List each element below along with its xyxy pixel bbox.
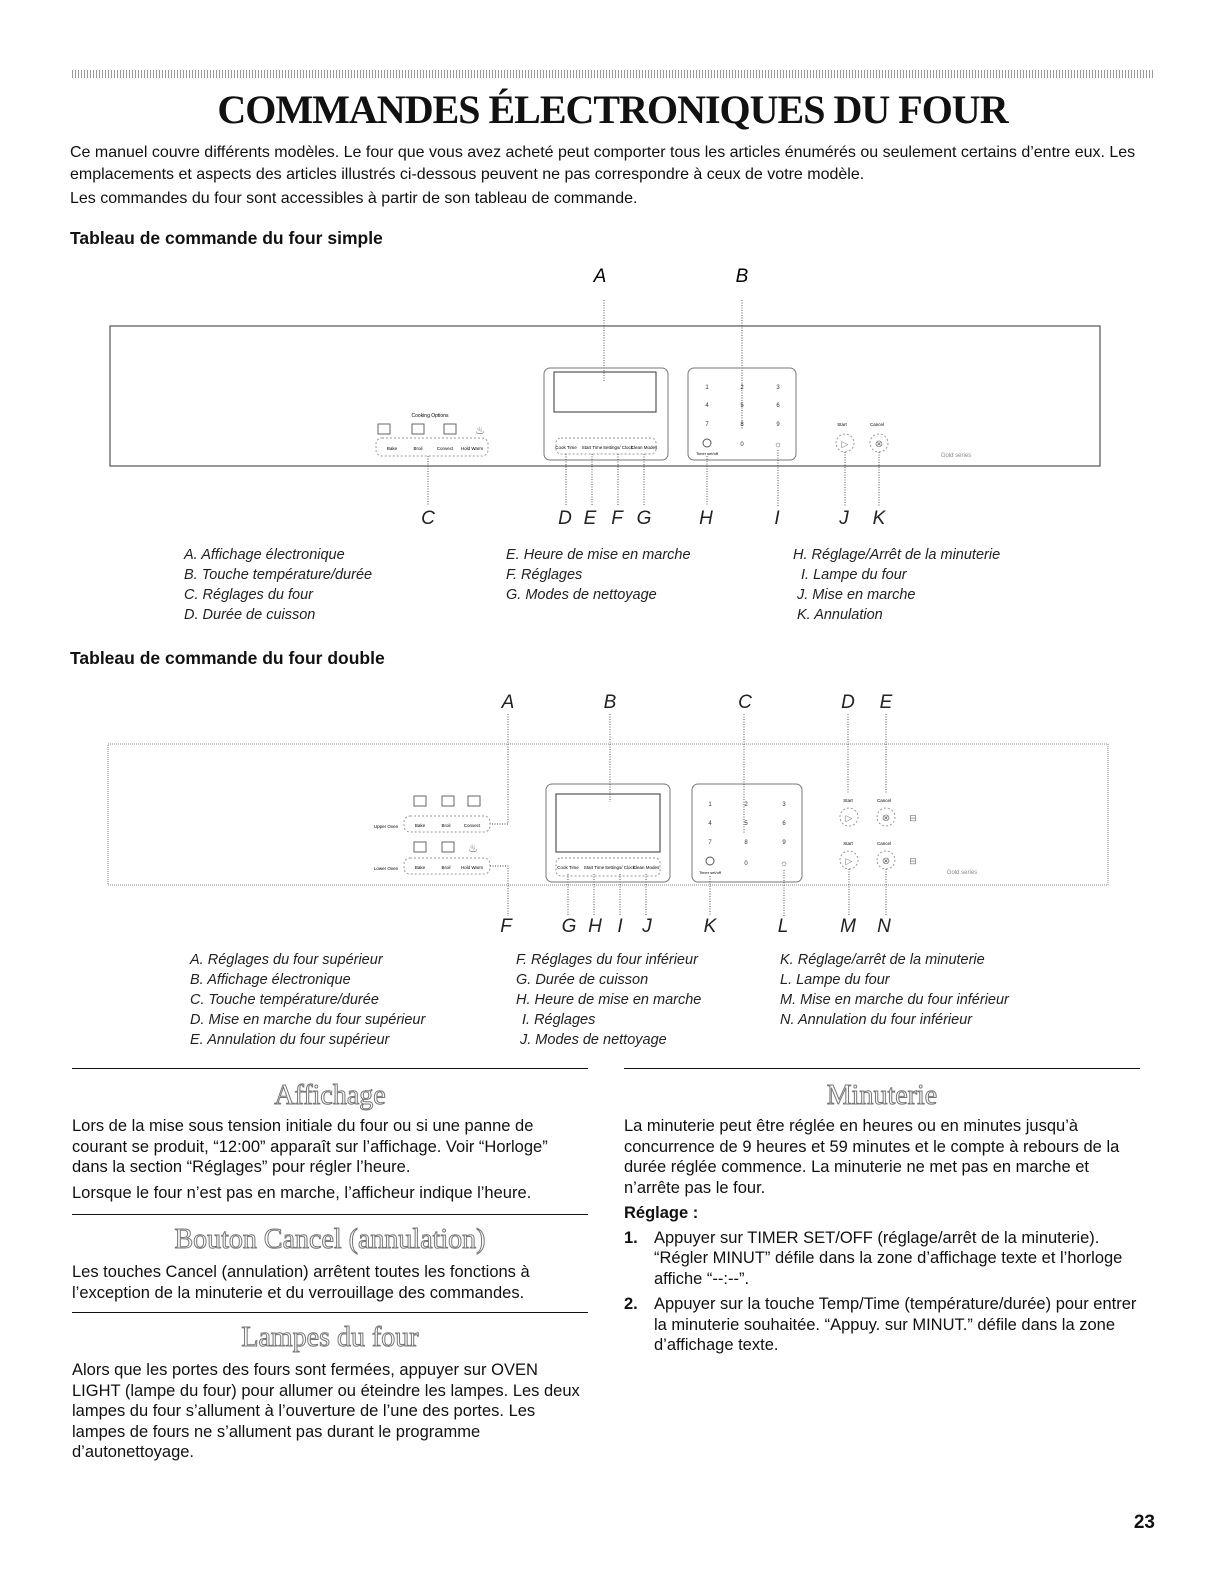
double-legend-col1 xyxy=(190,950,425,1050)
control-panel xyxy=(108,744,1108,885)
legend-item: C. Touche température/durée xyxy=(190,992,379,1008)
legend-item: A. Réglages du four supérieur xyxy=(190,952,383,968)
svg-text:8: 8 xyxy=(740,422,744,428)
legend-item: K. Annulation xyxy=(797,607,883,623)
key-bake: Bake xyxy=(386,446,398,451)
key-cook-time: Cook Time xyxy=(555,445,577,450)
page-title: COMMANDES ÉLECTRONIQUES DU FOUR xyxy=(217,87,1008,132)
upper-key-bake: Bake xyxy=(414,823,426,828)
svg-text:I: I xyxy=(617,916,623,937)
svg-text:4: 4 xyxy=(708,821,712,827)
legend-item: J. Mise en marche xyxy=(797,587,916,603)
key-start-time: Start Time xyxy=(581,445,603,450)
key-clean-modes: Clean Modes xyxy=(630,445,658,450)
legend-item: N. Annulation du four inférieur xyxy=(780,1012,973,1028)
top-rule xyxy=(72,70,1155,78)
svg-text:C: C xyxy=(421,508,435,529)
lower-start-label: Start xyxy=(843,841,853,846)
svg-text:K: K xyxy=(872,508,886,529)
legend-item: B. Touche température/durée xyxy=(184,567,373,583)
legend-item: G. Durée de cuisson xyxy=(516,972,649,988)
legend-item: C. Réglages du four xyxy=(184,587,313,603)
legend-item: E. Heure de mise en marche xyxy=(506,547,691,563)
cancel-icon: ⊗ xyxy=(881,813,891,824)
play-icon: ▷ xyxy=(841,439,849,449)
paragraph: Lors de la mise sous tension initiale du four ou si une panne de courant se produit, “12:00” apparaît sur l’affichage. Voir “Horloge” dans la section “Réglages” pour régler l’heure. xyxy=(72,1117,548,1176)
svg-text:K: K xyxy=(703,916,717,937)
section-title-minuterie: Minuterie xyxy=(826,1080,938,1111)
step-text: Appuyer sur TIMER SET/OFF (réglage/arrêt de la minuterie). “Régler MINUT” défile dans la zone d’affichage texte et l’horloge affiche “--:--”. xyxy=(654,1228,1123,1288)
svg-text:G: G xyxy=(561,916,577,937)
svg-text:6: 6 xyxy=(776,403,780,409)
single-oven-heading: Tableau de commande du four simple xyxy=(70,228,383,248)
page-number: 23 xyxy=(1133,1512,1155,1533)
brand-label: Gold series xyxy=(940,453,972,459)
legend-item: F. Réglages du four inférieur xyxy=(516,952,698,968)
key-cook-time: Cook Time xyxy=(557,865,579,870)
legend-item: E. Annulation du four supérieur xyxy=(190,1032,390,1048)
svg-text:N: N xyxy=(877,916,891,937)
legend-item: M. Mise en marche du four inférieur xyxy=(780,992,1009,1008)
svg-text:H: H xyxy=(588,916,602,937)
electronic-display xyxy=(554,372,656,412)
legend-item: D. Durée de cuisson xyxy=(184,607,316,623)
cancel-icon: ⊗ xyxy=(881,856,891,867)
section-rule xyxy=(72,1312,588,1313)
legend-item: I. Lampe du four xyxy=(801,567,907,583)
paragraph: Les touches Cancel (annulation) arrêtent toutes les fonctions à l’exception de la minuterie et du verrouillage des commandes. xyxy=(72,1263,530,1302)
upper-cancel-label: Cancel xyxy=(876,798,892,803)
electronic-display xyxy=(556,794,660,852)
lower-oven-icon: ⊟ xyxy=(909,856,917,866)
step-number: 2. xyxy=(624,1295,638,1313)
step-text: Appuyer sur la touche Temp/Time (température/durée) pour entrer la minuterie souhaitée. “Appuy. sur MINUT.” défile dans la zone d’affichage texte. xyxy=(654,1295,1137,1354)
section-rule xyxy=(624,1068,1140,1069)
callout-letters-bottom xyxy=(421,508,887,529)
timer-icon xyxy=(706,857,714,865)
hold-warm-icon: ♨ xyxy=(468,843,478,855)
single-legend-col3 xyxy=(793,545,1000,625)
key-start-time: Start Time xyxy=(583,865,605,870)
section-minuterie-body xyxy=(624,1116,1140,1356)
svg-text:7: 7 xyxy=(705,422,709,428)
svg-text:3: 3 xyxy=(782,802,786,808)
leader-lines xyxy=(428,300,879,506)
svg-text:3: 3 xyxy=(776,385,780,391)
convect-icon xyxy=(444,424,456,434)
key-settings-clock: Settings/ Clock xyxy=(604,865,636,870)
svg-text:5: 5 xyxy=(740,403,744,409)
section-title-cancel: Bouton Cancel (annulation) xyxy=(174,1224,486,1255)
legend-item: G. Modes de nettoyage xyxy=(506,587,657,603)
key-broil: Broil xyxy=(413,446,423,451)
section-title-affichage: Affichage xyxy=(274,1080,386,1111)
legend-item: I. Réglages xyxy=(522,1012,596,1028)
key-clean-modes: Clean Modes xyxy=(632,865,660,870)
convect-icon xyxy=(468,796,480,806)
bake-icon xyxy=(414,842,426,852)
single-legend-col2 xyxy=(506,545,691,605)
paragraph: Alors que les portes des fours sont fermées, appuyer sur OVEN LIGHT (lampe du four) pour allumer ou éteindre les lampes. Les deux lampes du four s’allument à l’ouverture de l’une des portes. Les lampes de fours ne s’allument pas durant le programme d’autonettoyage. xyxy=(72,1361,580,1461)
double-oven-heading: Tableau de commande du four double xyxy=(70,648,385,668)
bake-icon xyxy=(378,424,390,434)
brand-label: Gold series xyxy=(946,870,978,876)
step-1 xyxy=(624,1228,1140,1290)
paragraph: La minuterie peut être réglée en heures ou en minutes jusqu’à concurrence de 9 heures et 59 minutes et le compte à rebours de la durée réglée commence. La minuterie ne met pas en marche et n’arrête pas le four. xyxy=(624,1117,1120,1197)
hold-warm-icon: ♨ xyxy=(475,425,485,437)
svg-text:2: 2 xyxy=(740,385,744,391)
lower-key-hold-warm: Hold Warm xyxy=(460,865,484,870)
lower-oven-label: Lower Oven xyxy=(373,866,399,871)
callout-B: B xyxy=(735,266,749,287)
oven-light-icon: ☼ xyxy=(779,858,789,868)
svg-text:6: 6 xyxy=(782,821,786,827)
intro-paragraph-2: Les commandes du four sont accessibles à partir de son tableau de commande. xyxy=(70,190,638,207)
section-affichage-body xyxy=(72,1116,588,1203)
section-title-lampes: Lampes du four xyxy=(241,1322,419,1353)
svg-text:J: J xyxy=(642,916,652,937)
bake-icon xyxy=(414,796,426,806)
svg-text:5: 5 xyxy=(744,821,748,827)
svg-text:F: F xyxy=(611,508,623,529)
upper-key-convect: Convect xyxy=(463,823,481,828)
broil-icon xyxy=(412,424,424,434)
paragraph: Lorsque le four n’est pas en marche, l’afficheur indique l’heure. xyxy=(72,1183,532,1202)
svg-text:1: 1 xyxy=(708,802,712,808)
svg-text:2: 2 xyxy=(744,802,748,808)
cancel-label: Cancel xyxy=(869,422,885,427)
play-icon: ▷ xyxy=(845,813,853,823)
single-legend-col1 xyxy=(184,545,372,625)
svg-text:9: 9 xyxy=(776,422,780,428)
svg-text:J: J xyxy=(839,508,849,529)
keypad-digits xyxy=(708,802,789,868)
legend-item: H. Heure de mise en marche xyxy=(516,992,702,1008)
svg-text:F: F xyxy=(500,916,512,937)
section-rule xyxy=(72,1068,588,1069)
svg-text:L: L xyxy=(777,916,789,937)
legend-item: K. Réglage/arrêt de la minuterie xyxy=(780,952,985,968)
broil-icon xyxy=(442,796,454,806)
single-oven-panel-diagram xyxy=(0,260,1225,532)
lower-key-bake: Bake xyxy=(414,865,426,870)
svg-text:G: G xyxy=(636,508,652,529)
svg-text:1: 1 xyxy=(705,385,709,391)
key-hold-warm: Hold Warm xyxy=(460,446,484,451)
legend-item: J. Modes de nettoyage xyxy=(520,1032,667,1048)
svg-text:8: 8 xyxy=(744,840,748,846)
key-convect: Convect xyxy=(436,446,454,451)
double-legend-col2 xyxy=(516,950,701,1050)
svg-text:A: A xyxy=(501,692,515,713)
step-number: 1. xyxy=(624,1228,638,1247)
subheading: Réglage : xyxy=(624,1204,699,1222)
svg-text:E: E xyxy=(583,508,597,529)
svg-text:M: M xyxy=(840,916,856,937)
lower-key-broil: Broil xyxy=(441,865,451,870)
section-rule xyxy=(72,1214,588,1215)
svg-text:D: D xyxy=(841,692,855,713)
svg-text:I: I xyxy=(774,508,780,529)
svg-text:9: 9 xyxy=(782,840,786,846)
svg-text:E: E xyxy=(879,692,893,713)
legend-item: D. Mise en marche du four supérieur xyxy=(190,1012,426,1028)
lower-cancel-label: Cancel xyxy=(876,841,892,846)
oven-light-icon: ☼ xyxy=(773,439,783,449)
broil-icon xyxy=(442,842,454,852)
key-settings-clock: Settings/ Clock xyxy=(602,445,634,450)
legend-item: H. Réglage/Arrêt de la minuterie xyxy=(793,547,1001,563)
play-icon: ▷ xyxy=(845,856,853,866)
svg-text:B: B xyxy=(603,692,617,713)
svg-text:D: D xyxy=(558,508,572,529)
double-legend-col3 xyxy=(780,950,1009,1030)
section-cancel-body xyxy=(72,1262,588,1303)
svg-text:H: H xyxy=(699,508,713,529)
upper-oven-icon: ⊟ xyxy=(909,813,917,823)
legend-item: A. Affichage électronique xyxy=(184,547,345,563)
double-oven-panel-diagram xyxy=(0,684,1225,946)
intro-paragraph-1: Ce manuel couvre différents modèles. Le four que vous avez acheté peut comporter tous les articles énumérés ou seulement certains d’entre eux. Les emplacements et aspects des articles illustrés ci-dessous peuvent ne pas correspondre à ceux de votre modèle. xyxy=(70,144,1136,183)
upper-oven-label: Upper Oven xyxy=(373,824,399,829)
svg-text:C: C xyxy=(738,692,752,713)
svg-text:0: 0 xyxy=(744,861,748,867)
svg-text:4: 4 xyxy=(705,403,709,409)
svg-text:0: 0 xyxy=(740,442,744,448)
legend-item: B. Affichage électronique xyxy=(190,972,351,988)
section-lampes-body xyxy=(72,1360,588,1463)
callout-A: A xyxy=(593,266,607,287)
legend-item: L. Lampe du four xyxy=(780,972,890,988)
cancel-icon: ⊗ xyxy=(874,439,884,450)
cooking-options-label: Cooking Options xyxy=(411,413,449,419)
svg-text:7: 7 xyxy=(708,840,712,846)
timer-label: Timer set/off xyxy=(698,870,722,875)
callout-letters-top xyxy=(501,692,893,713)
step-2 xyxy=(624,1294,1140,1356)
start-label: Start xyxy=(837,422,847,427)
keypad-digits xyxy=(705,385,783,449)
upper-key-broil: Broil xyxy=(441,823,451,828)
timer-label: Timer set/off xyxy=(695,451,719,456)
upper-start-label: Start xyxy=(843,798,853,803)
callout-letters-bottom xyxy=(500,916,891,937)
legend-item: F. Réglages xyxy=(506,567,583,583)
timer-icon xyxy=(703,439,711,447)
